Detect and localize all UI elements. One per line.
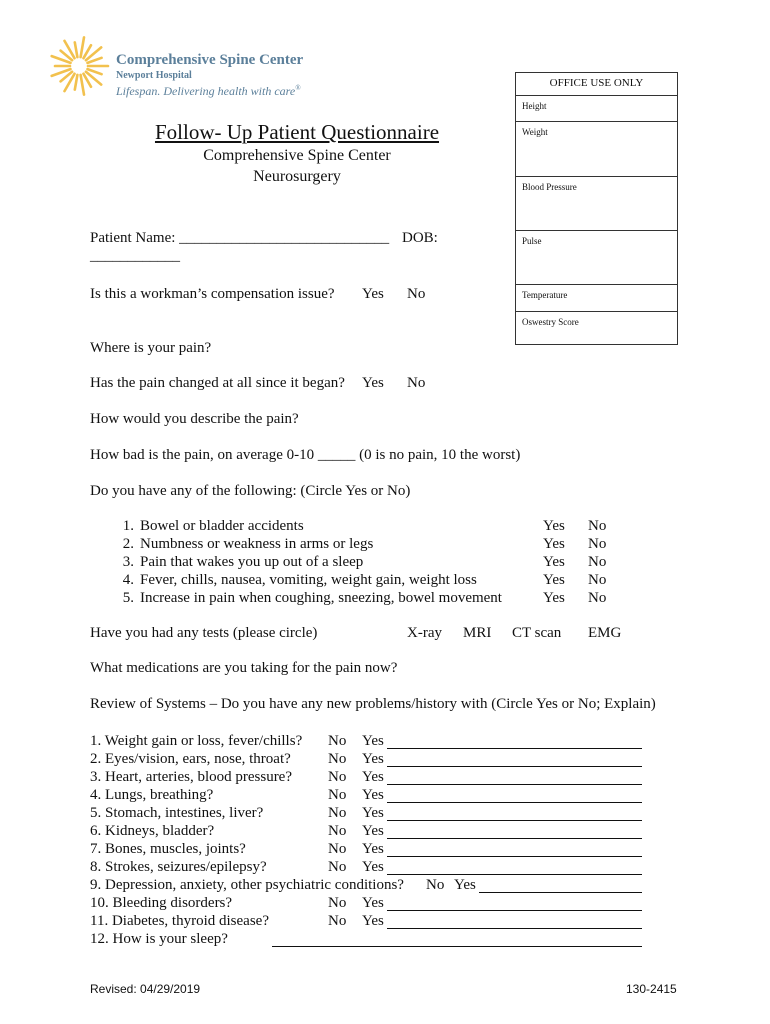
office-field-pulse[interactable]	[516, 230, 677, 284]
review-yes-option[interactable]: Yes	[362, 841, 384, 857]
review-answer-line[interactable]	[387, 766, 642, 767]
symptom-no-option[interactable]: No	[588, 572, 607, 588]
review-answer-line[interactable]	[387, 802, 642, 803]
review-no-option[interactable]: No	[328, 895, 347, 911]
symptom-item	[112, 518, 304, 535]
tests-question: Have you had any tests (please circle)	[90, 625, 318, 641]
review-answer-line[interactable]	[387, 820, 642, 821]
symptom-number: 4.	[122, 572, 134, 588]
office-field-label: Oswestry Score	[522, 317, 579, 327]
dob-label: DOB:	[402, 230, 438, 246]
test-option-ct-scan[interactable]: CT scan	[512, 625, 562, 641]
patient-name-field[interactable]: Patient Name: ____________________________	[90, 230, 390, 246]
review-text: Weight gain or loss, fever/chills?	[104, 733, 303, 749]
symptom-no-option[interactable]: No	[588, 590, 607, 606]
review-item	[90, 895, 232, 912]
logo-tagline-text: Lifespan. Delivering health with care	[116, 84, 296, 98]
review-number: 1.	[90, 733, 102, 749]
review-text: How is your sleep?	[112, 931, 228, 947]
office-use-heading: OFFICE USE ONLY	[549, 77, 644, 89]
sun-logo-icon	[48, 35, 110, 97]
office-field-label: Blood Pressure	[522, 182, 577, 192]
review-number: 6.	[90, 823, 102, 839]
review-no-option[interactable]: No	[328, 733, 347, 749]
symptom-yes-option[interactable]: Yes	[543, 590, 565, 606]
review-yes-option[interactable]: Yes	[362, 895, 384, 911]
symptom-text: Increase in pain when coughing, sneezing, bowel movement	[140, 590, 502, 606]
review-item	[90, 931, 228, 948]
review-text: Bones, muscles, joints?	[105, 841, 246, 857]
review-no-option[interactable]: No	[328, 769, 347, 785]
review-item	[90, 823, 214, 840]
office-field-blood-pressure[interactable]	[516, 176, 677, 230]
review-yes-option[interactable]: Yes	[362, 751, 384, 767]
review-answer-line[interactable]	[387, 748, 642, 749]
review-yes-option[interactable]: Yes	[362, 769, 384, 785]
symptom-text: Pain that wakes you up out of a sleep	[140, 554, 364, 570]
sun-ray	[81, 75, 84, 95]
review-text: Strokes, seizures/epilepsy?	[105, 859, 267, 875]
review-text: Bleeding disorders?	[112, 895, 233, 911]
symptom-item	[112, 590, 502, 607]
review-answer-line[interactable]	[387, 928, 642, 929]
review-item	[90, 787, 213, 804]
symptom-yes-option[interactable]: Yes	[543, 554, 565, 570]
review-item	[90, 913, 269, 930]
symptom-item	[112, 536, 373, 553]
review-number: 7.	[90, 841, 102, 857]
logo-title: Comprehensive Spine Center	[116, 52, 304, 68]
review-no-option[interactable]: No	[328, 913, 347, 929]
review-item	[90, 877, 404, 894]
pain-changed-no-option[interactable]: No	[407, 375, 426, 391]
review-text: Kidneys, bladder?	[105, 823, 215, 839]
logo-tagline	[116, 84, 301, 99]
workman-no-option[interactable]: No	[407, 286, 426, 302]
review-text: Stomach, intestines, liver?	[105, 805, 264, 821]
review-number: 9.	[90, 877, 102, 893]
sun-ray	[81, 37, 84, 57]
review-number: 4.	[90, 787, 102, 803]
test-option-emg[interactable]: EMG	[588, 625, 622, 641]
review-yes-option[interactable]: Yes	[362, 787, 384, 803]
symptom-yes-option[interactable]: Yes	[543, 536, 565, 552]
office-field-label: Pulse	[522, 236, 542, 246]
review-text: Depression, anxiety, other psychiatric conditions?	[105, 877, 404, 893]
symptom-yes-option[interactable]: Yes	[543, 572, 565, 588]
review-item	[90, 859, 267, 876]
office-field-label: Height	[522, 101, 547, 111]
workman-question: Is this a workman’s compensation issue?	[90, 286, 335, 302]
review-text: Eyes/vision, ears, nose, throat?	[105, 751, 291, 767]
review-number: 5.	[90, 805, 102, 821]
symptom-yes-option[interactable]: Yes	[543, 518, 565, 534]
office-use-box	[515, 72, 678, 345]
symptom-number: 5.	[122, 590, 134, 606]
review-number: 3.	[90, 769, 102, 785]
symptom-no-option[interactable]: No	[588, 536, 607, 552]
symptom-text: Fever, chills, nausea, vomiting, weight gain, weight loss	[140, 572, 477, 588]
review-no-option[interactable]: No	[328, 841, 347, 857]
review-no-option[interactable]: No	[328, 787, 347, 803]
review-no-option[interactable]: No	[328, 823, 347, 839]
review-yes-option[interactable]: Yes	[362, 805, 384, 821]
symptom-number: 2.	[122, 536, 134, 552]
review-text: Heart, arteries, blood pressure?	[105, 769, 293, 785]
sun-ray	[75, 75, 78, 90]
symptom-no-option[interactable]: No	[588, 554, 607, 570]
following-question: Do you have any of the following: (Circle Yes or No)	[90, 483, 411, 499]
office-field-oswestry[interactable]	[516, 311, 677, 345]
pain-changed-question: Has the pain changed at all since it began?	[90, 375, 345, 391]
review-answer-line[interactable]	[272, 946, 642, 947]
review-number: 2.	[90, 751, 102, 767]
where-pain-question: Where is your pain?	[90, 340, 212, 356]
office-field-label: Temperature	[522, 290, 568, 300]
test-option-mri[interactable]: MRI	[463, 625, 492, 641]
symptom-no-option[interactable]: No	[588, 518, 607, 534]
symptom-item	[112, 572, 477, 589]
review-answer-line[interactable]	[387, 874, 642, 875]
page-subtitle-center: Comprehensive Spine Center	[203, 147, 391, 164]
pain-scale-question[interactable]: How bad is the pain, on average 0-10 _____ (0 is no pain, 10 the worst)	[90, 447, 521, 463]
symptom-number: 3.	[122, 554, 134, 570]
registered-mark: ®	[295, 84, 301, 92]
workman-yes-option[interactable]: Yes	[362, 286, 384, 302]
pain-changed-yes-option[interactable]: Yes	[362, 375, 384, 391]
review-yes-option[interactable]: Yes	[454, 877, 476, 893]
review-item	[90, 805, 263, 822]
review-item	[90, 751, 291, 768]
review-answer-line[interactable]	[479, 892, 642, 893]
revised-date: Revised: 04/29/2019	[90, 982, 201, 996]
review-item	[90, 841, 246, 858]
review-number: 11.	[90, 913, 109, 929]
medications-question: What medications are you taking for the pain now?	[90, 660, 398, 676]
review-answer-line[interactable]	[387, 856, 642, 857]
review-answer-line[interactable]	[387, 910, 642, 911]
review-item	[90, 769, 292, 786]
review-systems-question: Review of Systems – Do you have any new problems/history with (Circle Yes or No; Explain)	[90, 696, 656, 712]
review-no-option[interactable]: No	[328, 751, 347, 767]
review-no-option[interactable]: No	[328, 859, 347, 875]
review-answer-line[interactable]	[387, 784, 642, 785]
review-answer-line[interactable]	[387, 838, 642, 839]
review-number: 12.	[90, 931, 109, 947]
review-yes-option[interactable]: Yes	[362, 859, 384, 875]
symptom-text: Numbness or weakness in arms or legs	[140, 536, 374, 552]
symptom-item	[112, 554, 363, 571]
review-number: 8.	[90, 859, 102, 875]
symptom-text: Bowel or bladder accidents	[140, 518, 304, 534]
office-field-weight[interactable]	[516, 121, 677, 176]
review-no-option[interactable]: No	[328, 805, 347, 821]
review-yes-option[interactable]: Yes	[362, 823, 384, 839]
page-title: Follow- Up Patient Questionnaire	[154, 120, 440, 144]
page-subtitle-department: Neurosurgery	[253, 168, 341, 185]
review-text: Diabetes, thyroid disease?	[111, 913, 269, 929]
symptom-number: 1.	[122, 518, 134, 534]
describe-pain-question: How would you describe the pain?	[90, 411, 299, 427]
form-number: 130-2415	[626, 982, 677, 996]
review-yes-option[interactable]: Yes	[362, 733, 384, 749]
review-no-option[interactable]: No	[426, 877, 445, 893]
office-field-temperature[interactable]	[516, 284, 677, 311]
sun-ray	[75, 42, 78, 57]
review-number: 10.	[90, 895, 109, 911]
office-field-height[interactable]	[516, 95, 677, 121]
test-option-xray[interactable]: X-ray	[407, 625, 442, 641]
dob-field[interactable]: ____________	[90, 248, 180, 264]
logo-hospital: Newport Hospital	[116, 70, 192, 81]
review-item	[90, 733, 302, 750]
office-field-label: Weight	[522, 127, 548, 137]
review-yes-option[interactable]: Yes	[362, 913, 384, 929]
review-text: Lungs, breathing?	[105, 787, 214, 803]
